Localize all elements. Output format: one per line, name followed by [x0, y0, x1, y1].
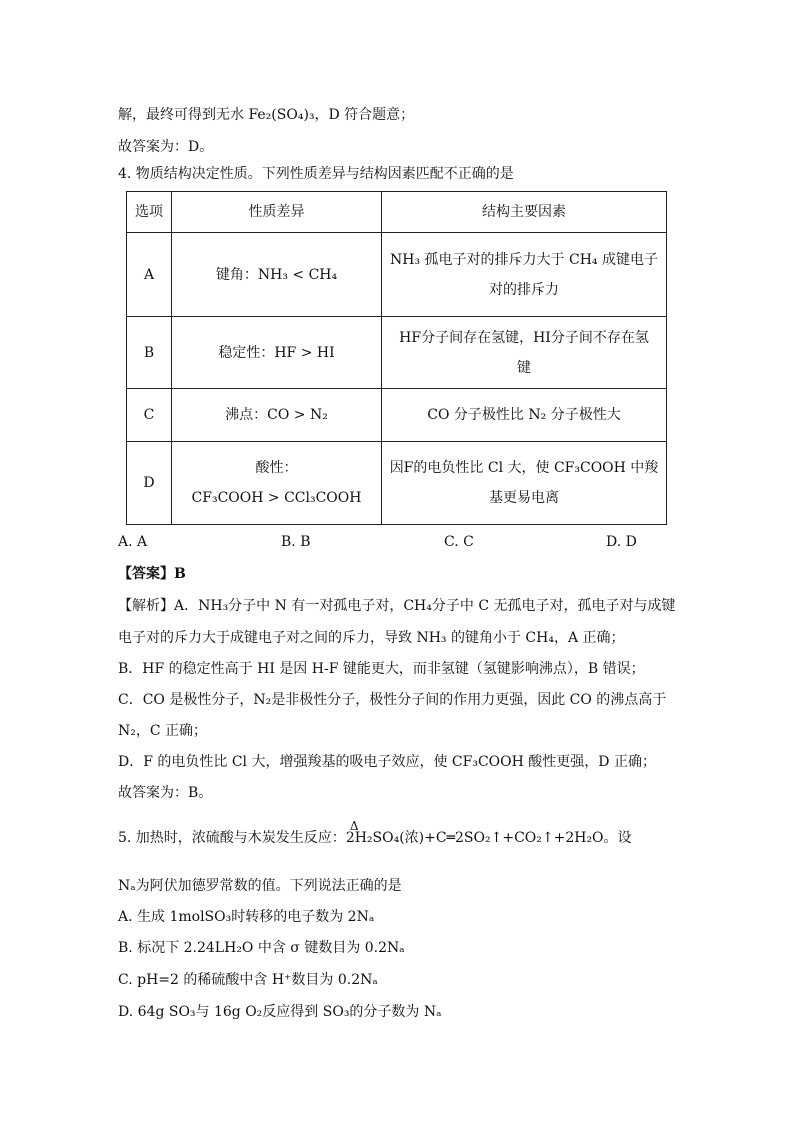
- row-reason: [382, 317, 667, 389]
- row-property: 键角：NH₃ < CH₄: [172, 233, 382, 317]
- row-reason-line: 因F的电负性比 Cl 大，使 CF₃COOH 中羧: [389, 460, 659, 476]
- q5-option-b: B. 标况下 2.24LH₂O 中含 σ 键数目为 0.2Nₐ: [118, 940, 405, 956]
- prev-solution-line-1: 解，最终可得到无水 Fe₂(SO₄)₃，D 符合题意；: [118, 107, 415, 123]
- row-reason-line: NH₃ 孤电子对的排斥力大于 CH₄ 成键电子: [390, 251, 658, 268]
- row-reason-line: 键: [517, 359, 531, 376]
- row-reason: [382, 233, 667, 317]
- row-reason-line: 基更易电离: [489, 490, 559, 506]
- row-property: [172, 442, 382, 525]
- q5-option-d: D. 64g SO₃与 16g O₂反应得到 SO₃的分子数为 Nₐ: [118, 1004, 442, 1020]
- row-option: D: [127, 442, 172, 525]
- row-property-line: 酸性：: [255, 460, 298, 476]
- analysis-line-7: 故答案为：B。: [118, 785, 213, 801]
- row-reason: [382, 442, 667, 525]
- prev-answer-line: 故答案为：D。: [118, 139, 214, 155]
- row-property-line: CF₃COOH > CCl₃COOH: [191, 490, 362, 506]
- q5-reaction-equation: 2H₂SO₄(浓)+C═2SO₂↑+CO₂↑+2H₂O: [345, 830, 604, 846]
- row-property: 稳定性：HF > HI: [172, 317, 382, 389]
- row-reason-line: HF分子间存在氢键，HI分子间不存在氢: [399, 329, 649, 346]
- row-option: A: [127, 233, 172, 317]
- q4-row-b: [127, 317, 667, 389]
- q5-stem: [118, 819, 632, 848]
- analysis-line-1: 【解析】A．NH₃分子中 N 有一对孤电子对，CH₄分子中 C 无孤电子对，孤电子对与成键: [118, 598, 676, 614]
- row-option: C: [127, 389, 172, 442]
- q4-stem: 4. 物质结构决定性质。下列性质差异与结构因素匹配不正确的是: [118, 166, 514, 182]
- q5-stem-prefix: 5. 加热时，浓硫酸与木炭发生反应：: [118, 830, 346, 846]
- analysis-line-6: D．F 的电负性比 Cl 大，增强羧基的吸电子效应，使 CF₃COOH 酸性更强，D 正确；: [118, 754, 656, 770]
- q5-reaction: [345, 819, 604, 848]
- header-reason: 结构主要因素: [382, 192, 667, 233]
- row-option: B: [127, 317, 172, 389]
- header-option: 选项: [127, 192, 172, 233]
- row-property: 沸点：CO > N₂: [172, 389, 382, 442]
- q4-row-a: [127, 233, 667, 317]
- q4-table: [126, 191, 667, 525]
- analysis-line-5: N₂，C 正确；: [118, 723, 208, 739]
- q5-stem-suffix: 。设: [603, 830, 632, 846]
- q5-option-c: C. pH=2 的稀硫酸中含 H⁺数目为 0.2Nₐ: [118, 972, 378, 988]
- analysis-line-3: B．HF 的稳定性高于 HI 是因 H-F 键能更大，而非氢键（氢键影响沸点），B 错误；: [118, 661, 645, 677]
- heat-mark: Δ: [349, 819, 359, 833]
- q5-option-a: A. 生成 1molSO₃时转移的电子数为 2Nₐ: [118, 909, 375, 925]
- header-property: 性质差异: [172, 192, 382, 233]
- q4-row-d: [127, 442, 667, 525]
- analysis-line-4: C．CO 是极性分子，N₂是非极性分子，极性分子间的作用力更强，因此 CO 的沸点高于: [118, 692, 667, 708]
- row-reason-line: 对的排斥力: [489, 281, 559, 298]
- q4-table-header-row: [127, 192, 667, 233]
- answer-label: 【答案】B: [118, 566, 186, 582]
- choice-a: A. A: [118, 534, 148, 550]
- choice-b: B. B: [281, 534, 311, 550]
- row-reason: CO 分子极性比 N₂ 分子极性大: [382, 389, 667, 442]
- analysis-line-2: 电子对的斥力大于成键电子对之间的斥力，导致 NH₃ 的键角小于 CH₄，A 正确；: [118, 630, 625, 646]
- q4-choices: [118, 532, 678, 552]
- q4-row-c: [127, 389, 667, 442]
- choice-d: D. D: [606, 534, 637, 550]
- choice-c: C. C: [444, 534, 474, 550]
- q5-stem-line-2: Nₐ为阿伏加德罗常数的值。下列说法正确的是: [118, 878, 402, 894]
